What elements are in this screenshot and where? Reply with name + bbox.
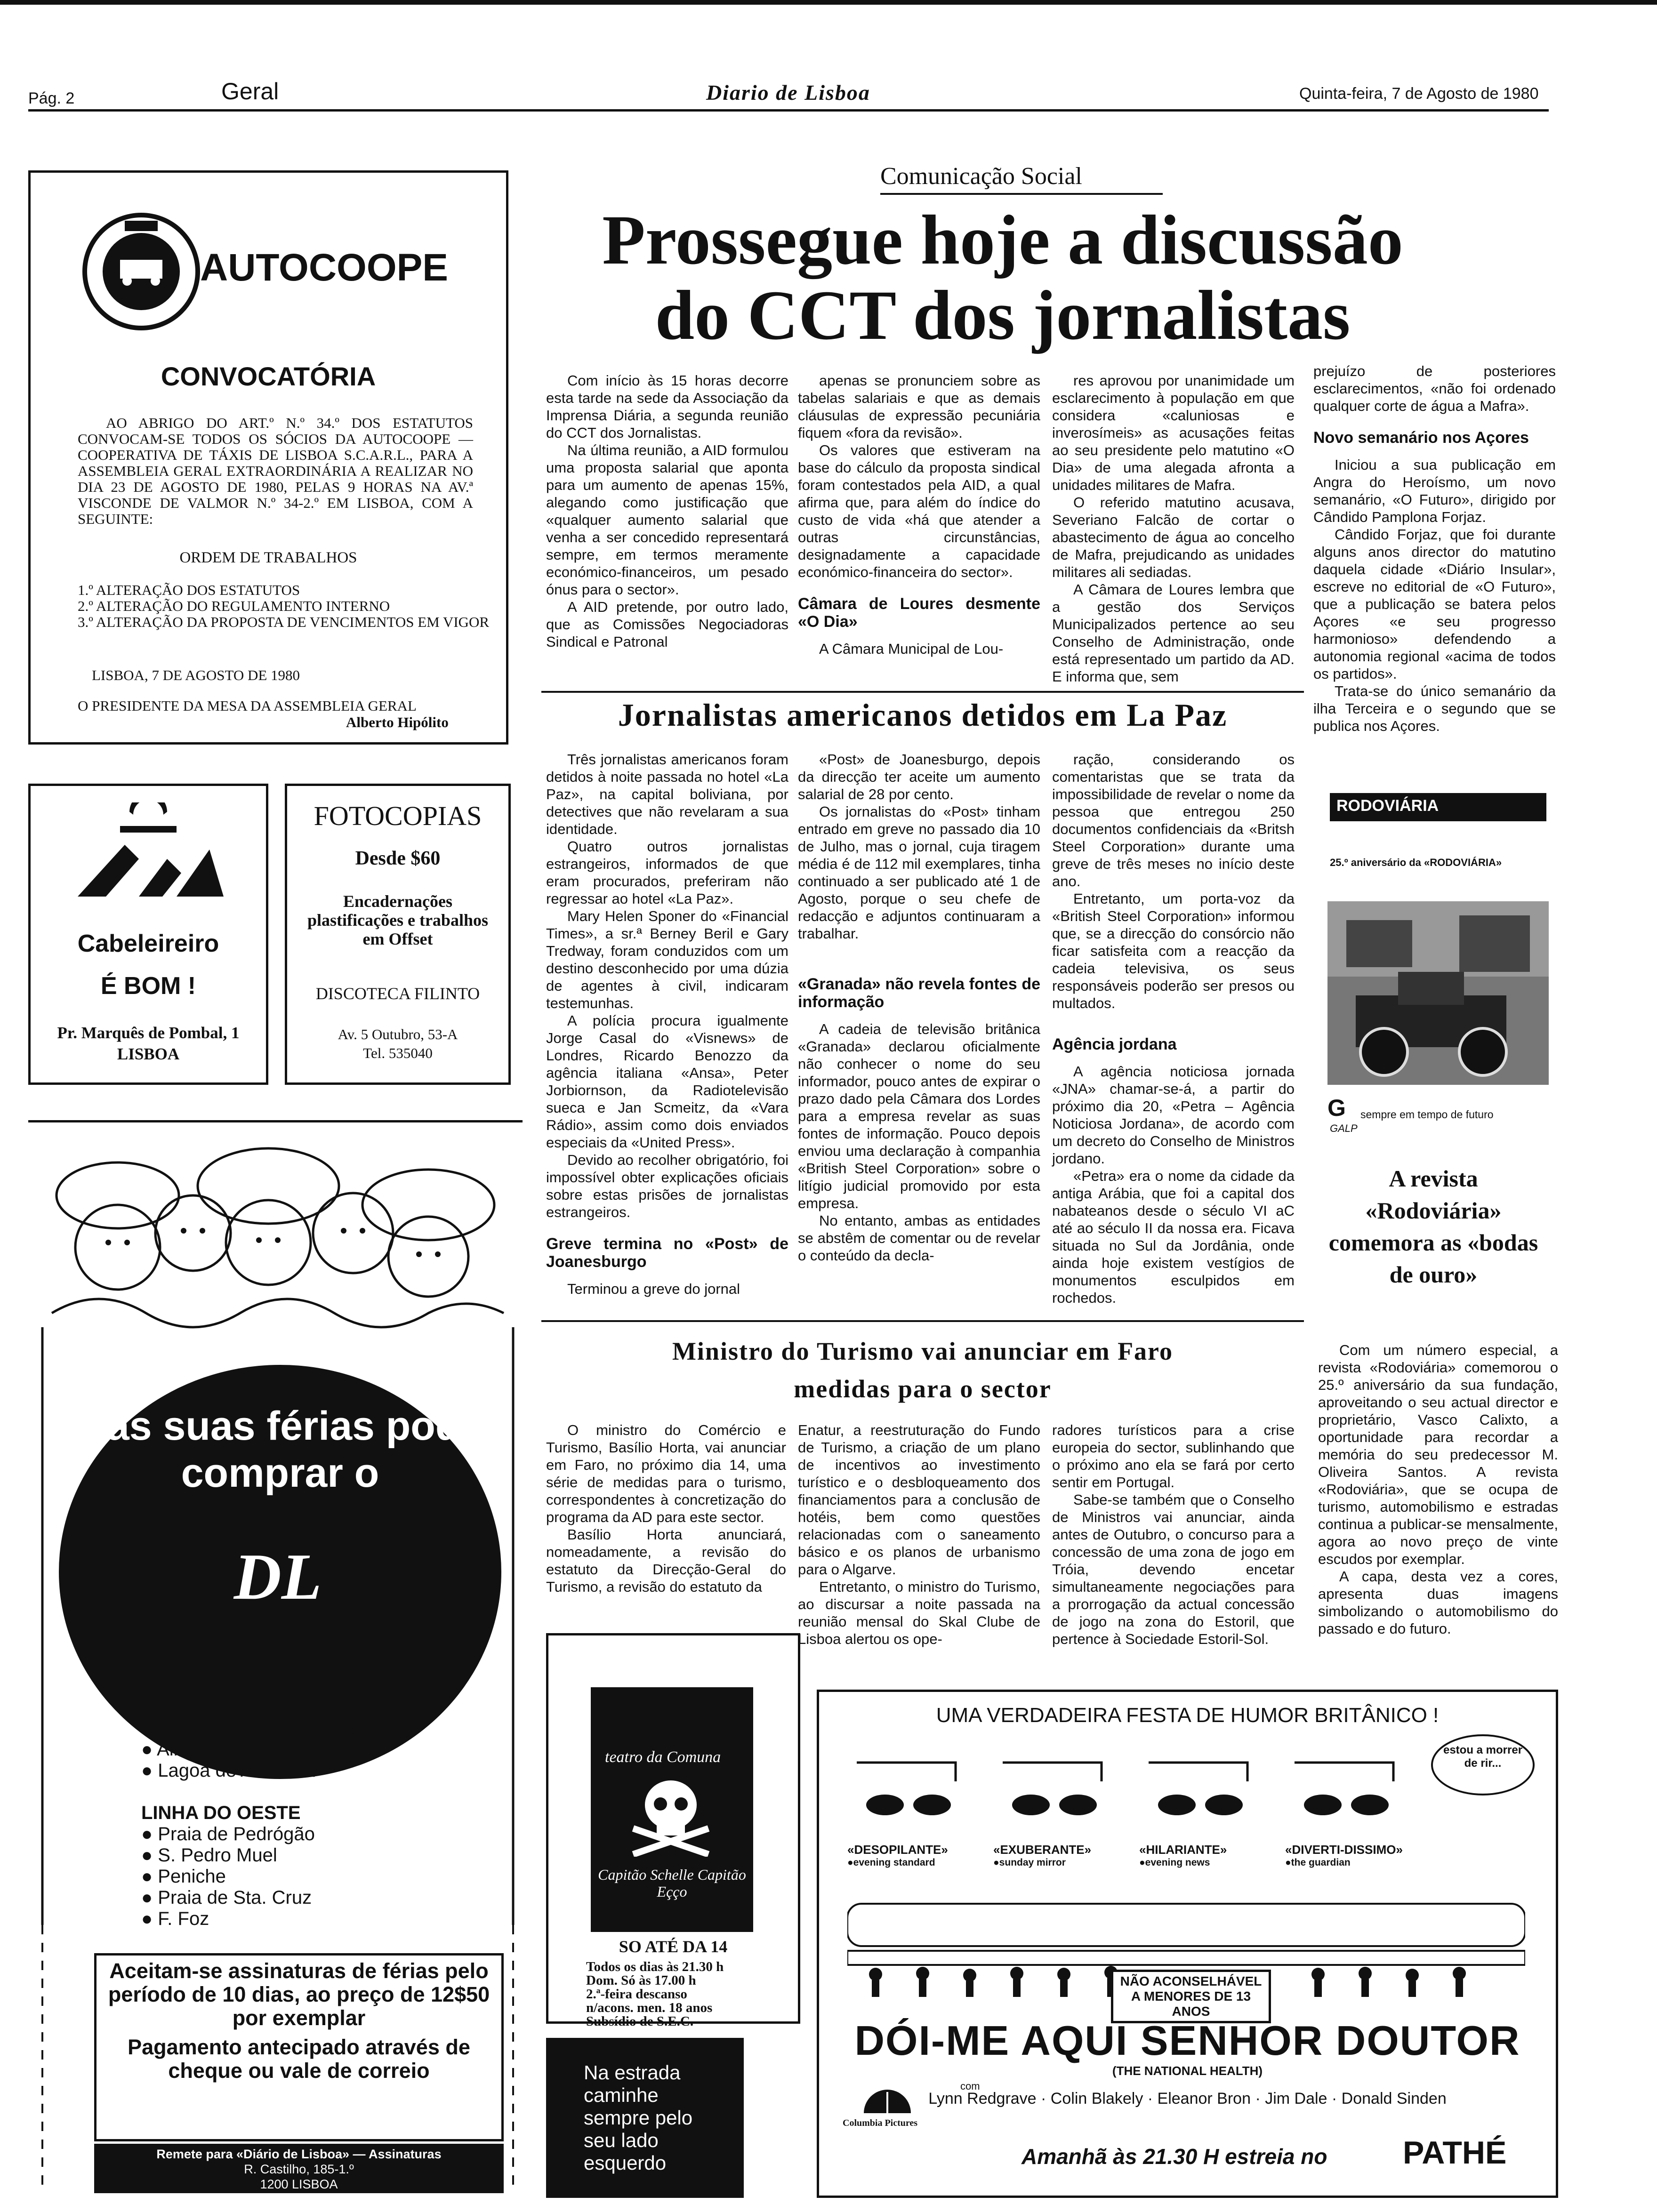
- quote-source: ●evening standard: [847, 1857, 935, 1868]
- send-to: Remete para «Diário de Lisboa» — Assinaturas: [156, 2147, 442, 2161]
- show-run: SO ATÉ DA 14: [619, 1937, 728, 1956]
- turismo-headline-2: medidas para o sector: [794, 1375, 1052, 1403]
- fotocopias-title: FOTOCOPIAS: [314, 801, 482, 831]
- top-edge: [0, 0, 1657, 5]
- lapaz-col-2: [798, 751, 1040, 1264]
- list-item: ● Lagoa de Albufeira: [141, 1760, 499, 1781]
- show-rest: 2.ª-feira descanso: [586, 1987, 687, 2002]
- film-quote: [993, 1843, 1134, 1868]
- paragraph: Cândido Forjaz, que foi durante alguns anos director do matutino daquela cidade «Diário Insular», escreve no editorial de «O Futuro», que a publicação se batera pelos Açores «e seu progresso harmonioso» defendendo a autonomia regional «acima de todos os partidos».: [1313, 526, 1556, 682]
- faces-eyes-icon: [847, 1734, 1445, 1838]
- quote-word: «DESOPILANTE»: [847, 1843, 948, 1857]
- show-age: n/acons. men. 18 anos: [586, 2000, 713, 2015]
- dl-holiday-ad: [24, 1125, 532, 2198]
- paper-name: Diario de Lisboa: [706, 80, 870, 104]
- autocoope-title: CONVOCATÓRIA: [161, 361, 376, 391]
- region1-title: COSTA DA CAPARICA: [141, 1675, 340, 1696]
- subheading: «Granada» não revela fontes de informação: [798, 975, 1040, 1011]
- paragraph: radores turísticos para a crise europeia do sector, sublinhando que o próximo ano ela se fará por certo sentir em Portugal.: [1052, 1422, 1295, 1491]
- paragraph: Basílio Horta anunciará, nomeadamente, a revisão do estatuto da Direcção-Geral do Turismo, a revisão do estatuto da: [546, 1526, 786, 1595]
- teatro-ad: [546, 1633, 800, 2029]
- film-quote: [847, 1843, 989, 1868]
- paragraph: A agência noticiosa jornada «JNA» chamar-se-á, a partir do próximo dia 20, «Petra – Agência Noticiosa Jordana», de acordo com um decreto do Conselho de Ministros jordano.: [1052, 1063, 1295, 1167]
- paragraph: A Câmara Municipal de Lou-: [819, 641, 1004, 657]
- galp-g-icon: G: [1327, 1095, 1346, 1121]
- quote-word: «HILARIANTE»: [1139, 1843, 1227, 1857]
- autocoope-body: AO ABRIGO DO ART.º N.º 34.º DOS ESTATUTOS CONVOCAM-SE TODOS OS SÓCIOS DA AUTOCOOPE — COOPERATIVA DE TÁXIS DE LISBOA S.C.A.R.L., PARA A ASSEMBLEIA GERAL EXTRAORDINÁRIA A REALIZAR NO DIA 23 DE AGOSTO DE 1980, PELAS 9 HORAS NA AV.ª VISCONDE DE VALMOR N.º 34-2.º EM LISBOA, COM A SEGUINTE:: [78, 415, 473, 527]
- paragraph: Enatur, a reestruturação do Fundo de Turismo, a criação de um plano de incentivos ao investimento turístico e o desbloqueamento dos financiamentos para a conclusão de hotéis, bem como questões relacionadas com o saneamento básico e os planos de urbanismo para o Algarve.: [798, 1422, 1040, 1578]
- paragraph: A AID pretende, por outro lado, que as Comissões Negociadoras Sindical e Patronal: [546, 599, 788, 650]
- quote-word: «EXUBERANTE»: [993, 1843, 1092, 1857]
- film-with: com: [960, 2080, 980, 2092]
- turismo-headline-1: Ministro do Turismo vai anunciar em Faro: [672, 1337, 1174, 1365]
- subheading: Câmara de Loures desmente «O Dia»: [798, 595, 1040, 631]
- skull-icon: [628, 1777, 713, 1857]
- salon-line1: Cabeleireiro: [77, 930, 219, 957]
- age-rating: NÃO ACONSELHÁVEL A MENORES DE 13 ANOS: [1111, 1970, 1271, 2023]
- paragraph: O ministro do Comércio e Turismo, Basílio Horta, vai anunciar em Faro, no próximo dia 14, uma série de medidas para o turismo, correspondentes à concretização do programa da AD para este sector.: [546, 1422, 786, 1525]
- quote-word: «DIVERTI-DISSIMO»: [1285, 1843, 1403, 1857]
- dl-subscription-box: [94, 1953, 504, 2141]
- list-item: ● F. Foz: [141, 1908, 499, 1930]
- turismo-top-rule: [541, 1320, 1304, 1322]
- order-item: 1.º ALTERAÇÃO DOS ESTATUTOS: [78, 582, 300, 598]
- paragraph: Terminou a greve do jornal: [567, 1281, 740, 1297]
- list-item: ● S. Pedro Muel: [141, 1845, 499, 1866]
- kicker-underline: [880, 193, 1163, 195]
- paragraph: ração, considerando os comentaristas que se trata da impossibilidade de revelar o nome da pessoa que entregou 250 documentos confidenciais da «Britsh Steel Corporation» durante uma greve de três meses no início deste ano.: [1052, 751, 1295, 890]
- paragraph: Com início às 15 horas decorre esta tarde na sede da Associação da Imprensa Diária, a segunda reunião do CCT dos Jornalistas.: [546, 372, 788, 441]
- film-subtitle: (THE NATIONAL HEALTH): [1112, 2064, 1263, 2078]
- film-title: DÓI-ME AQUI SENHOR DOUTOR: [854, 2017, 1520, 2064]
- paragraph: A capa, desta vez a cores, apresenta duas imagens simbolizando o automobilismo do passado e do futuro.: [1318, 1568, 1558, 1637]
- paragraph: Sabe-se também que o Conselho de Ministros vai anunciar, ainda antes de Outubro, o concurso para a concessão de uma zona de jogo em Tróia, devendo encetar simultaneamente negociações para a prorrogação da actual concessão de jogo na zona do Estoril, que pertence à Sociedade Estoril-Sol.: [1052, 1491, 1295, 1647]
- dl-region2: [141, 1803, 499, 1930]
- cinema-name: PATHÉ: [1403, 2135, 1507, 2171]
- signatory-name: Alberto Hipólito: [346, 714, 449, 730]
- payment-text: Pagamento antecipado através de cheque ou vale de correio: [128, 2035, 470, 2083]
- autocoope-seal-icon: [64, 201, 219, 342]
- fotocopias-services: Encadernações plastificações e trabalhos em Offset: [307, 892, 488, 948]
- film-ad: [817, 1690, 1558, 2198]
- section-name: Geral: [221, 78, 279, 104]
- salon-logo-icon: [68, 802, 228, 906]
- paragraph: «Post» de Joanesburgo, depois da direcção ter aceite um aumento salarial de 28 por cento.: [798, 751, 1040, 802]
- salon-address: Pr. Marquês de Pombal, 1: [57, 1024, 240, 1042]
- fotocopias-price: Desde $60: [355, 848, 441, 869]
- region2-title: LINHA DO OESTE: [141, 1803, 301, 1823]
- list-item: ● Almadense: [141, 1739, 499, 1760]
- columbia-logo-icon: [861, 2078, 913, 2116]
- subheading: Novo semanário nos Açores: [1313, 429, 1529, 447]
- vintage-car-photo-icon: [1327, 901, 1549, 1085]
- venue-name: teatro da Comuna: [605, 1748, 721, 1766]
- dl-address-strip: [94, 2144, 504, 2193]
- studio-name: Columbia Pictures: [843, 2118, 918, 2128]
- film-quote: [1285, 1843, 1408, 1868]
- paragraph: No entanto, ambas as entidades se abstêm de comentar ou de revelar o conteúdo da decla-: [798, 1212, 1040, 1264]
- film-cast: Lynn Redgrave · Colin Blakely · Eleanor Bron · Jim Dale · Donald Sinden: [928, 2090, 1447, 2108]
- paragraph: Na última reunião, a AID formulou uma proposta salarial que aponta para um aumento de apenas 15%, alegando como justificação que «qualquer aumento salarial que venha a ser concedido representará sempre, em termos meramente económico-financeiros, um pesado ónus para o sector».: [546, 442, 788, 598]
- show-subsidy: Subsídio de S.E.C.: [586, 2014, 694, 2029]
- order-items: [78, 582, 492, 630]
- cct-col-1: [546, 372, 788, 650]
- list-item: ● Parque Campismo Piedense: [141, 1718, 499, 1739]
- order-title: ORDEM DE TRABALHOS: [179, 549, 357, 566]
- rodoviaria-footer: sempre em tempo de futuro: [1360, 1108, 1494, 1121]
- rodoviaria-body: [1318, 1341, 1558, 1637]
- quote-source: ●evening news: [1139, 1857, 1210, 1868]
- fotocopias-phone: Tel. 535040: [363, 1045, 433, 1061]
- page-number: Pág. 2: [28, 89, 75, 107]
- cabeleireiro-ad: [28, 784, 268, 1085]
- road-safety-ad: Na estrada caminhe sempre pelo seu lado esquerdo: [546, 2038, 744, 2198]
- quote-source: ●the guardian: [1285, 1857, 1351, 1868]
- lapaz-top-rule: [541, 691, 1304, 693]
- autocoope-name: AUTOCOOPE: [200, 246, 448, 289]
- galp-brand: GALP: [1330, 1122, 1358, 1134]
- masthead-rule: [28, 109, 1549, 112]
- rodoviaria-ad: [1313, 784, 1558, 1141]
- paragraph: «Petra» era o nome da cidade da antiga Arábia, que foi a capital dos nabateanos desde o século VI aC até ao século II da nossa era. Ficava situada no Sul da Jordânia, onde ainda hoje existem vestígios de monumentos esculpidos em rochedos.: [1052, 1168, 1295, 1306]
- paragraph: Devido ao recolher obrigatório, foi impossível obter explicações oficiais sobre estas prisões de jornalistas estrangeiros.: [546, 1152, 788, 1220]
- paragraph: Entretanto, o ministro do Turismo, ao discursar a noite passada na reunião mensal do Skal Clube de Lisboa alertou os ope-: [798, 1579, 1040, 1647]
- paragraph: res aprovou por unanimidade um esclarecimento à população em que considera «caluniosas e inverosímeis» as acusações feitas ao seu presidente pelo matutino «O Dia» de uma alegada afronta a unidades militares de Mafra.: [1052, 372, 1295, 493]
- film-top-line: UMA VERDADEIRA FESTA DE HUMOR BRITÂNICO !: [936, 1704, 1439, 1727]
- cct-headline-2: do CCT dos jornalistas: [655, 276, 1351, 354]
- paragraph: A cadeia de televisão britânica «Granada» declarou oficialmente não conhecer o nome do seu informador, pouco antes de expirar o prazo dado pela Câmara dos Lordes para a empresa revelar as suas fontes de informação. Pouco depois enviou uma declaração à companhia «British Steel Corporation» sobre o litígio judicial promovido por esta empresa.: [798, 1021, 1040, 1211]
- show-title: Capitão Schelle Capitão Eçço: [598, 1866, 746, 1900]
- rodoviaria-logo: RODOVIÁRIA: [1330, 793, 1546, 821]
- turismo-col-1: [546, 1421, 786, 1595]
- bubble-text: estou a morrer de rir...: [1443, 1744, 1523, 1770]
- turismo-col-2: [798, 1421, 1040, 1648]
- dl-logo: DL: [233, 1540, 322, 1613]
- paragraph: Iniciou a sua publicação em Angra do Heroísmo, um novo semanário, «O Futuro», dirigido por Cândido Pamplona Forjaz.: [1313, 457, 1556, 525]
- rodoviaria-caption: 25.º aniversário da «RODOVIÁRIA»: [1330, 857, 1502, 868]
- paragraph: apenas se pronunciem sobre as tabelas salariais e que as demais cláusulas de expressão pecuniária fiquem «fora da revisão».: [798, 372, 1040, 441]
- list-item: ● Peniche: [141, 1866, 499, 1887]
- list-item: ● Praia de Sta. Cruz: [141, 1887, 499, 1908]
- fotocopias-shop: DISCOTECA FILINTO: [315, 984, 480, 1003]
- issue-date: Quinta-feira, 7 de Agosto de 1980: [1299, 85, 1539, 103]
- dl-headline: Nas suas férias pode comprar o: [77, 1403, 483, 1496]
- cct-col-2: [798, 372, 1040, 657]
- premiere-text: Amanhã às 21.30 H estreia no: [1022, 2144, 1327, 2169]
- dl-city: 1200 LISBOA: [260, 2177, 338, 2191]
- paragraph: A Câmara de Loures lembra que a gestão dos Serviços Municipalizados pertence ao seu Conselho de Administração, onde está representado um partido da AD. E informa que, sem: [1052, 581, 1295, 685]
- cct-headline-1: Prossegue hoje a discussão: [602, 201, 1403, 279]
- dl-ad-top-rule: [28, 1120, 523, 1122]
- cct-col-4: [1313, 362, 1556, 735]
- dl-region1: [141, 1675, 499, 1781]
- list-item: ● Praia de Pedrógão: [141, 1824, 499, 1845]
- order-item: 2.º ALTERAÇÃO DO REGULAMENTO INTERNO: [78, 598, 390, 614]
- paragraph: Três jornalistas americanos foram detidos à noite passada no hotel «La Paz», na capital boliviana, por detectives que não revelaram a sua identidade.: [546, 751, 788, 837]
- show-sunday: Dom. Só às 17.00 h: [586, 1973, 696, 1988]
- paragraph: O referido matutino acusava, Severiano Falcão de cortar o abastecimento de água ao concelho de Mafra, prejudicando as unidades militares ali sediadas.: [1052, 494, 1295, 580]
- subscription-text: Aceitam-se assinaturas de férias pelo período de 10 dias, ao preço de 12$50 por exemplar: [108, 1959, 490, 2030]
- paragraph: Com um número especial, a revista «Rodoviária» comemorou o 25.º aniversário da sua fundação, aproveitando o seu actual director e proprietário, Vasco Calixto, a oportunidade para recordar a memória do seu predecessor M. Oliveira Santos. A revista «Rodoviária», que se ocupa de turismo, automobilismo e estradas continua a publicar-se mensalmente, agora ao novo preço de vinte escudos por exemplar.: [1318, 1342, 1558, 1567]
- cct-col-3: [1052, 372, 1295, 685]
- subheading: Agência jordana: [1052, 1035, 1177, 1053]
- lapaz-col-3: [1052, 751, 1295, 1306]
- paragraph: Os valores que estiveram na base do cálculo da proposta sindical foram contestados pela AID, a qual afirma que, para além do índice do custo de vida «há que atender a outras circunstâncias, designadamente a capacidade económico-financeira do sector».: [798, 442, 1040, 580]
- lapaz-headline: Jornalistas americanos detidos em La Paz: [618, 697, 1228, 733]
- paragraph: Entretanto, um porta-voz da «British Steel Corporation» informou que, se a direcção do consórcio não ficar satisfeita com a reacção da cadeia televisiva, os seus responsáveis poderão ser presos ou multados.: [1052, 890, 1295, 1011]
- autocoope-notice: [28, 170, 508, 745]
- rodoviaria-headline: A revista «Rodoviária» comemora as «bodas de ouro»: [1328, 1165, 1538, 1288]
- paragraph: Trata-se do único semanário da ilha Terceira e o segundo que se publica nos Açores.: [1313, 683, 1556, 734]
- lapaz-col-1: [546, 751, 788, 1298]
- quote-source: ●sunday mirror: [993, 1857, 1066, 1868]
- paragraph: Os jornalistas do «Post» tinham entrado em greve no passado dia 10 de Julho, mas o jornal, cuja tiragem média é de 112 mil exemplares, tinha continuado a ser publicado até 1 de Agosto, porque o seu chefe de redacção e adjuntos continuaram a trabalhar.: [798, 803, 1040, 942]
- fotocopias-ad: [285, 784, 511, 1085]
- paragraph: A polícia procura igualmente Jorge Casal do «Visnews» de Londres, Ricardo Benozzo da agência italiana «Ansa», Peter Jorbiornson, da Radiotelevisão sueca e Jan Scmeitz, da «Vara Rádio», assim como dois enviados especiais da «United Press».: [546, 1012, 788, 1151]
- subheading: Greve termina no «Post» de Joanesburgo: [546, 1235, 788, 1271]
- order-item: 3.º ALTERAÇÃO DA PROPOSTA DE VENCIMENTOS EM VIGOR: [78, 614, 490, 630]
- place-date: LISBOA, 7 DE AGOSTO DE 1980: [92, 667, 300, 683]
- cct-kicker: Comunicação Social: [880, 163, 1082, 190]
- signatory-role: O PRESIDENTE DA MESA DA ASSEMBLEIA GERAL: [78, 697, 417, 714]
- film-quote: [1139, 1843, 1280, 1868]
- salon-city: LISBOA: [117, 1045, 180, 1063]
- paragraph: Mary Helen Sponer do «Financial Times», a sr.ª Berney Beril e Gary Tredway, foram conduzidos com um destino desconhecido por uma dúzia de agentes à civil, indicaram testemunhas.: [546, 908, 788, 1011]
- show-schedule: [586, 1960, 724, 2028]
- dl-address: R. Castilho, 185-1.º: [244, 2162, 354, 2176]
- paragraph: Quatro outros jornalistas estrangeiros, informados de que eram procurados, preferiram não regressar ao hotel «La Paz».: [546, 838, 788, 907]
- turismo-col-3: [1052, 1421, 1295, 1648]
- salon-line2: É BOM !: [100, 972, 196, 1000]
- list-item: ● CCL: [141, 1697, 499, 1718]
- paragraph: prejuízo de posteriores esclarecimentos, «não foi ordenado qualquer corte de água a Mafra».: [1313, 363, 1556, 414]
- show-times: Todos os dias às 21.30 h: [586, 1959, 724, 1974]
- fotocopias-address: Av. 5 Outubro, 53-A: [338, 1026, 458, 1042]
